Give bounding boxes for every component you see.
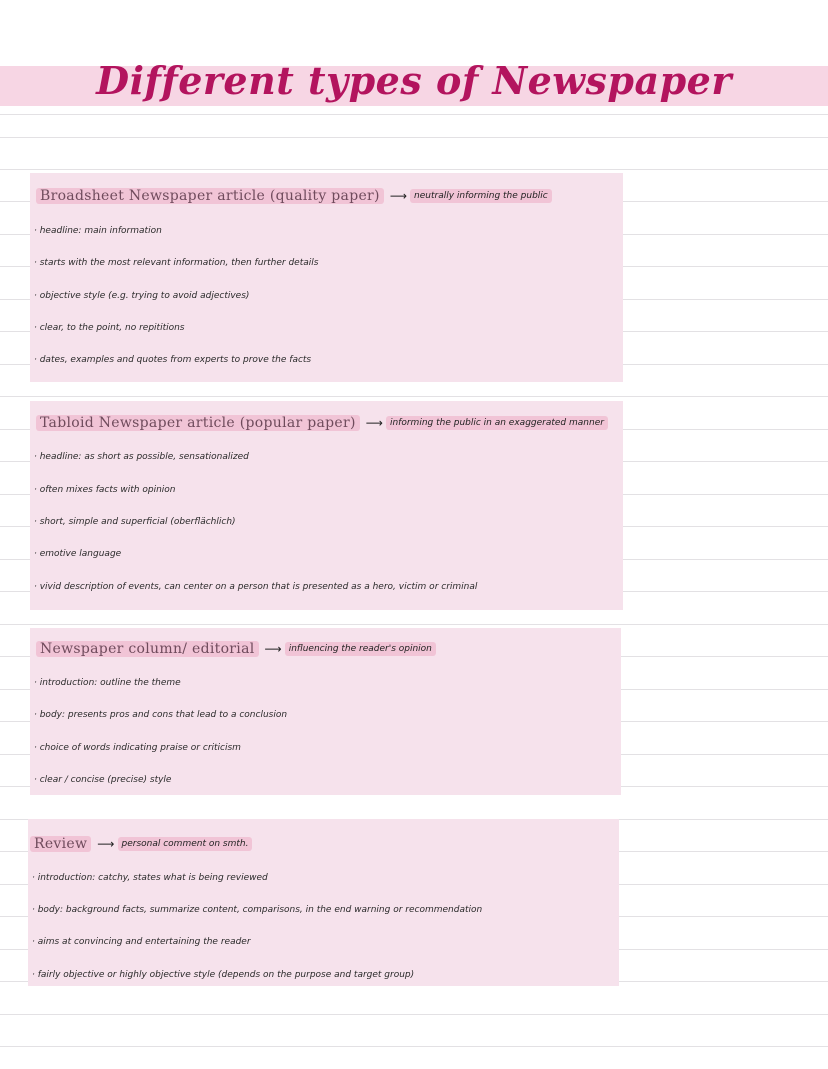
section-tabloid: [30, 401, 623, 610]
section-purpose: informing the public in an exaggerated manner: [386, 416, 608, 430]
list-item: · often mixes facts with opinion: [34, 485, 176, 495]
list-item: · fairly objective or highly objective style (depends on the purpose and target group): [32, 970, 415, 980]
section-header: [30, 836, 252, 852]
list-item: · short, simple and superficial (oberflächlich): [34, 517, 236, 527]
section-title: Review: [30, 836, 91, 852]
section-review: [28, 819, 619, 986]
list-item: · objective style (e.g. trying to avoid adjectives): [34, 291, 250, 301]
list-item: · starts with the most relevant information, then further details: [34, 258, 319, 268]
ruled-line: [0, 169, 828, 170]
arrow-icon: ⟶: [97, 837, 115, 851]
list-item: · vivid description of events, can center on a person that is presented as a hero, victim or criminal: [34, 582, 478, 592]
ruled-line: [0, 1014, 828, 1015]
list-item: · emotive language: [34, 549, 122, 559]
section-header: [36, 641, 436, 657]
section-column-editorial: [30, 628, 621, 795]
list-item: · clear, to the point, no repititions: [34, 323, 185, 333]
section-header: [36, 188, 552, 204]
section-title: Newspaper column/ editorial: [36, 641, 259, 657]
list-item: · introduction: outline the theme: [34, 678, 181, 688]
ruled-line: [0, 396, 828, 397]
list-item: · aims at convincing and entertaining the reader: [32, 937, 251, 947]
ruled-line: [0, 114, 828, 115]
arrow-icon: ⟶: [264, 642, 282, 656]
section-purpose: neutrally informing the public: [410, 189, 552, 203]
list-item: · body: presents pros and cons that lead to a conclusion: [34, 710, 288, 720]
ruled-line: [0, 1046, 828, 1047]
page-title: Different types of Newspaper: [96, 58, 732, 103]
section-title: Broadsheet Newspaper article (quality paper): [36, 188, 384, 204]
arrow-icon: ⟶: [365, 416, 383, 430]
section-purpose: influencing the reader's opinion: [285, 642, 436, 656]
list-item: · dates, examples and quotes from experts to prove the facts: [34, 355, 312, 365]
list-item: · choice of words indicating praise or criticism: [34, 743, 241, 753]
ruled-line: [0, 624, 828, 625]
section-purpose: personal comment on smth.: [118, 837, 253, 851]
section-header: [36, 415, 608, 431]
list-item: · introduction: catchy, states what is being reviewed: [32, 873, 268, 883]
list-item: · clear / concise (precise) style: [34, 775, 172, 785]
section-broadsheet: [30, 173, 623, 382]
list-item: · headline: as short as possible, sensationalized: [34, 452, 249, 462]
ruled-line: [0, 137, 828, 138]
arrow-icon: ⟶: [389, 189, 408, 203]
section-title: Tabloid Newspaper article (popular paper): [36, 415, 360, 431]
list-item: · headline: main information: [34, 226, 162, 236]
list-item: · body: background facts, summarize content, comparisons, in the end warning or recommendation: [32, 905, 483, 915]
